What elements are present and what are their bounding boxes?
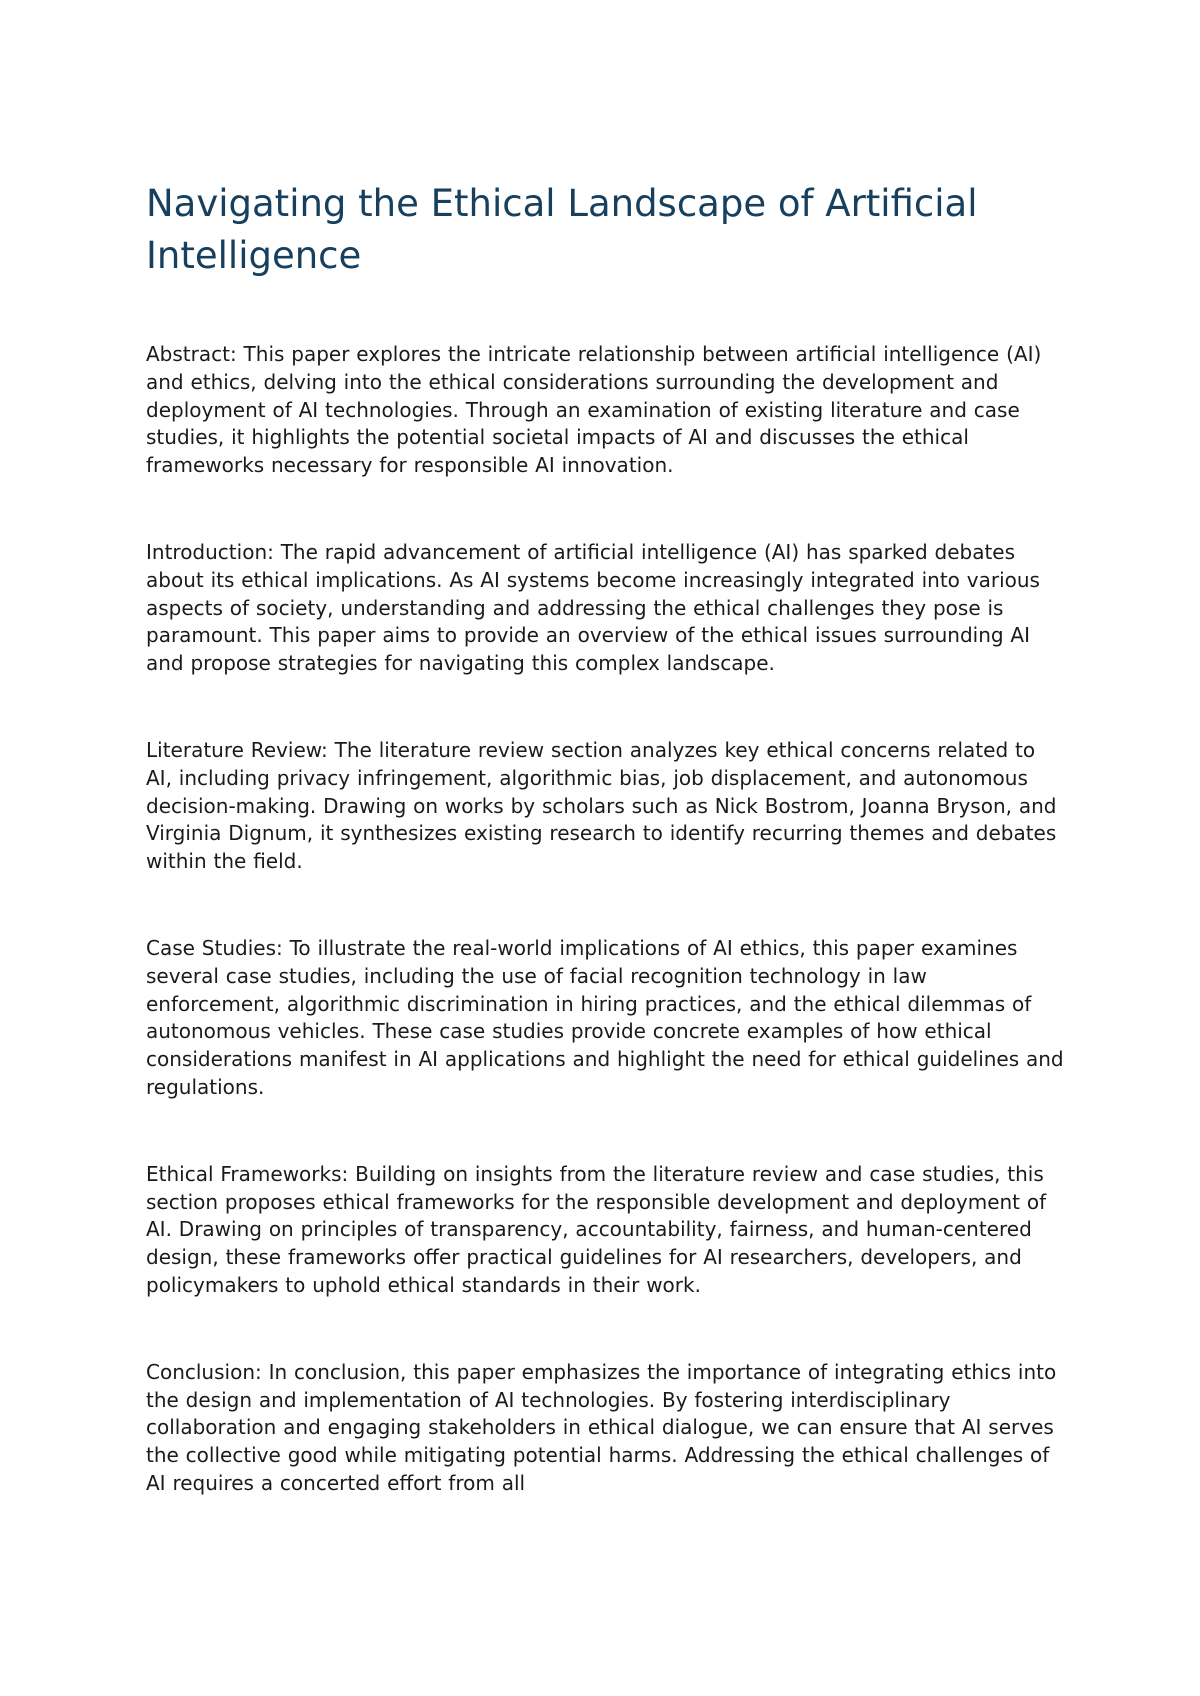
conclusion-paragraph: Conclusion: In conclusion, this paper emphasizes the importance of integrating ethics into the design and implementation of AI technologies. By fostering interdisciplinary collaboration and engaging stakeholders in ethical dialogue, we can ensure that AI serves the collective good while mitigating potential harms. Addressing the ethical challenges of AI requires a concerted effort from all (146, 1359, 1057, 1495)
abstract-paragraph: Abstract: This paper explores the intricate relationship between artificial intelligence (AI) and ethics, delving into the ethical considerations surrounding the development and deployment of AI technologies. Through an examination of existing literature and case studies, it highlights the potential societal impacts of AI and discusses the ethical frameworks necessary for responsible AI innovation. (146, 342, 1042, 478)
introduction-paragraph: Introduction: The rapid advancement of artificial intelligence (AI) has sparked debates about its ethical implications. As AI systems become increasingly integrated into various aspects of society, understanding and addressing the ethical challenges they pose is paramount. This paper aims to provide an overview of the ethical issues surrounding AI and propose strategies for navigating this complex landscape. (146, 539, 1040, 676)
document-title: Navigating the Ethical Landscape of Artificial Intelligence (146, 182, 978, 277)
ethical-frameworks-paragraph: Ethical Frameworks: Building on insights from the literature review and case studies, this section proposes ethical frameworks for the responsible development and deployment of AI. Drawing on principles of transparency, accountability, fairness, and human-centered design, these frameworks offer practical guidelines for AI researchers, developers, and policymakers to uphold ethical standards in their work. (146, 1161, 1047, 1297)
case-studies-paragraph: Case Studies: To illustrate the real-world implications of AI ethics, this paper examines several case studies, including the use of facial recognition technology in law enforcement, algorithmic discrimination in hiring practices, and the ethical dilemmas of autonomous vehicles. These case studies provide concrete examples of how ethical considerations manifest in AI applications and highlight the need for ethical guidelines and regulations. (146, 935, 1064, 1099)
literature-review-paragraph: Literature Review: The literature review section analyzes key ethical concerns related to AI, including privacy infringement, algorithmic bias, job displacement, and autonomous decision-making. Drawing on works by scholars such as Nick Bostrom, Joanna Bryson, and Virginia Dignum, it synthesizes existing research to identify recurring themes and debates within the field. (146, 737, 1057, 874)
document-body (146, 178, 1066, 1498)
